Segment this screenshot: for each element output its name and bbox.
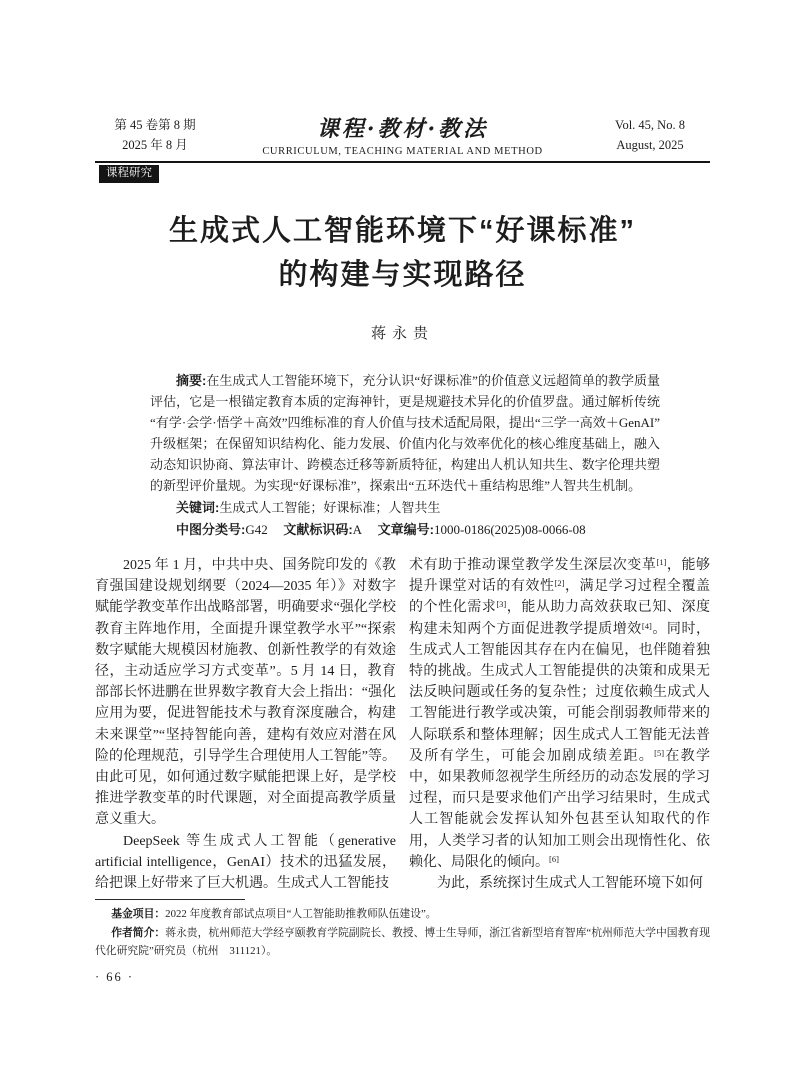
doc-code-label: 文献标识码: [283,522,353,537]
body-paragraph: 术有助于推动课堂教学发生深层次变革[1]，能够提升课堂对话的有效性[2]，满足学习过程全覆盖的个性化需求[3]，能从助力高效获取已知、深度构建未知两个方面促进教学提质增效[4]。同时，生成式人工智能因其存在内在偏见，也伴随着独特的挑战。生成式人工智能提供的决策和成果无法反映问题或任务的复杂性；过度依赖生成式人工智能进行教学或决策，可能会削弱教师带来的人际联系和整体理解；因生成式人工智能无法普及所有学生，可能会加剧成绩差距。[5]在教学中，如果教师忽视学生所经历的动态发展的学习过程，而只是要求他们产出学习结果时，生成式人工智能就会发挥认知外包甚至认知取代的作用，人类学习者的认知加工则会出现惰性化、依赖化、局限化的倾向。[6] [409,557,711,870]
journal-name-cn: 课程·教材·教法 [316,116,489,142]
article-id-value: 1000-0186(2025)08-0066-08 [434,522,586,537]
volume-issue-cn: 第 45 卷第 8 期 [114,118,196,132]
abstract-paragraph [150,370,660,496]
article-author: 蒋永贵 [370,326,434,342]
keywords-line [150,497,660,518]
author-bio-label: 作者简介： [111,926,166,939]
body-column-right [409,555,710,894]
body-column-left [95,555,396,894]
keywords-label: 关键词: [176,500,220,515]
author-bio-note [95,924,710,961]
article-id-label: 文章编号: [377,522,434,537]
article-title [95,209,710,297]
fund-text: 2022 年度教育部试点项目“人工智能助推教师队伍建设”。 [165,908,437,921]
doc-code-value: A [352,522,363,537]
article-title-line2: 的构建与实现路径 [278,259,527,291]
abstract-label: 摘要: [176,373,207,388]
body-paragraph: 为此，系统探讨生成式人工智能环境下如何 [437,876,703,892]
clc-label: 中图分类号: [176,522,246,537]
body-paragraph: DeepSeek 等生成式人工智能（generative artificial intelligence，GenAI）技术的迅猛发展，给把课上好带来了巨大机遇。生成式人工智能技 [95,833,396,892]
section-tag: 课程研究 [99,165,159,183]
header-rule [95,161,710,163]
clc-value: G42 [245,522,268,537]
journal-header [95,112,710,157]
journal-title-block [215,112,590,157]
journal-name-en: CURRICULUM, TEACHING MATERIAL AND METHOD [262,146,543,157]
classification-line [150,519,660,540]
page-number: · 66 · [95,969,135,984]
fund-note [95,905,710,924]
footnote-separator [95,899,245,900]
abstract-text: 在生成式人工智能环境下，充分认识“好课标准”的价值意义远超简单的教学质量评估，它是一根锚定教育本质的定海神针，更是规避技术异化的价值罗盘。通过解析传统“有学·会学·悟学＋高效”四维标准的育人价值与技术适配局限，提出“三学一高效＋GenAI”升级框架；在保留知识结构化、能力发展、价值内化与效率优化的核心维度基础上，融入动态知识协商、算法审计、跨模态迁移等新质特征，构建出人机认知共生、数字伦理共塑的新型评价量规。为实现“好课标准”，探索出“五环迭代＋重结构思维”人智共生机制。 [150,373,660,493]
footnotes [95,905,710,961]
date-cn: 2025 年 8 月 [122,138,188,152]
keywords-text: 生成式人工智能；好课标准；人智共生 [219,500,441,515]
body-paragraph: 2025 年 1 月，中共中央、国务院印发的《教育强国建设规划纲要（2024—2035 年）》对数字赋能学教变革作出战略部署，明确要求“强化学校教育主阵地作用，全面提升课堂教学水平”“探索数字赋能大规模因材施教、创新性教学的有效途径，主动适应学习方式变革”。5 月 14 日，教育部部长怀进鹏在世界数字教育大会上指出：“强化应用为要，促进智能技术与教育深度融合，构建未来课堂”“坚持智能向善，建构有效应对潜在风险的伦理规范，引导学生合理使用人工智能”等。由此可见，如何通过数字赋能把课上好，是学校推进学教变革的时代课题，对全面提高教学质量意义重大。 [95,558,396,828]
author-bio-text: 蒋永贵，杭州师范大学经亨颐教育学院副院长、教授、博士生导师，浙江省新型培育智库“杭州师范大学中国教育现代化研究院”研究员（杭州 311121）。 [95,926,711,958]
article-title-line1: 生成式人工智能环境下“好课标准” [168,215,636,247]
header-issue-en [590,112,710,155]
abstract-block [150,370,660,540]
body-columns [95,555,710,894]
fund-label: 基金项目： [111,908,166,921]
date-en: August, 2025 [616,138,684,152]
header-issue-cn [95,112,215,155]
volume-issue-en: Vol. 45, No. 8 [615,118,685,132]
